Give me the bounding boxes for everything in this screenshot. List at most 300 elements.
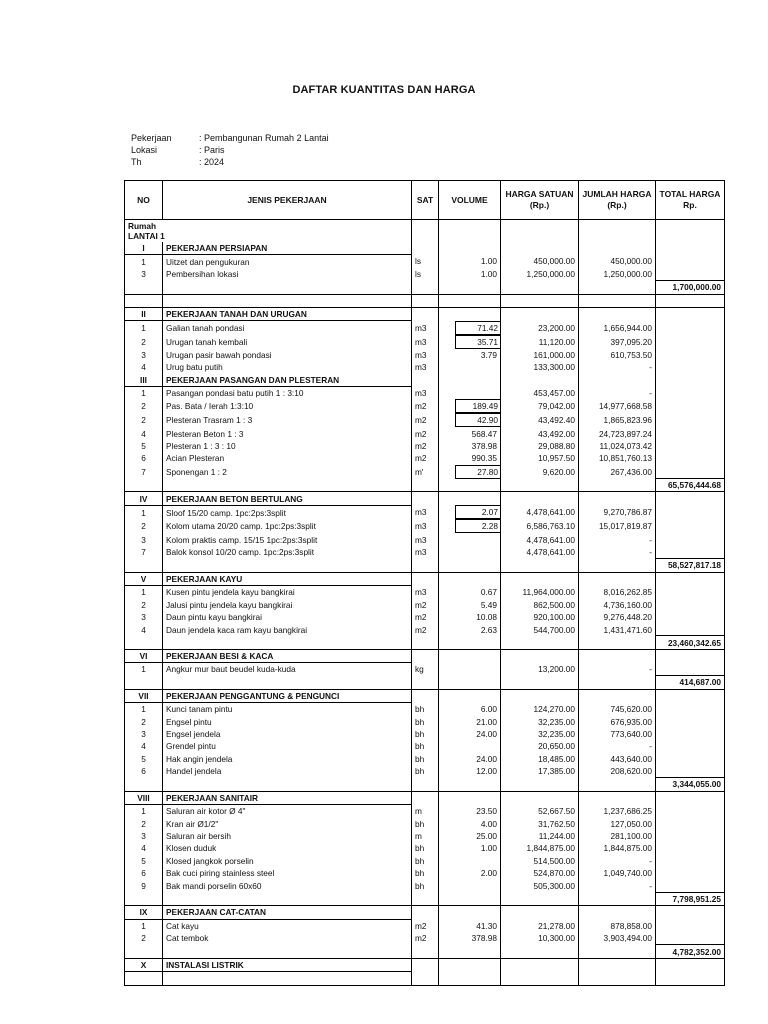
row-unit [412, 294, 439, 307]
volume-box: 189.49 [455, 399, 500, 413]
row-amount: 443,640.00 [579, 753, 656, 765]
row-description: Cat tembok [163, 932, 412, 945]
row-amount: - [579, 533, 656, 545]
row-unit [412, 559, 439, 572]
row-no: I [125, 242, 163, 255]
row-description [163, 892, 412, 905]
row-unit: m' [412, 465, 439, 479]
row-no: 2 [125, 335, 163, 349]
row-no: IX [125, 906, 163, 919]
row-total [656, 958, 725, 971]
row-amount: 1,431,471.60 [579, 623, 656, 636]
section-header-row [125, 492, 725, 505]
row-no [125, 281, 163, 294]
group-label-row [125, 220, 725, 243]
row-amount: 14,977,668.58 [579, 399, 656, 413]
row-total [656, 440, 725, 452]
row-no: 4 [125, 623, 163, 636]
row-unit: bh [412, 740, 439, 752]
row-no: IV [125, 492, 163, 505]
row-description: Bak mandi porselin 60x60 [163, 879, 412, 892]
row-total [656, 623, 725, 636]
row-unit-price [501, 945, 579, 958]
col-header-total-harga: TOTAL HARGA Rp. [656, 181, 725, 220]
project-info [131, 132, 329, 168]
row-unit-price: 10,300.00 [501, 932, 579, 945]
row-no: 2 [125, 519, 163, 533]
row-total [656, 427, 725, 439]
table-row [125, 715, 725, 727]
table-row [125, 427, 725, 439]
row-no: 6 [125, 452, 163, 464]
row-unit-price: 4,478,641.00 [501, 546, 579, 559]
row-no: X [125, 958, 163, 971]
col-header-volume: VOLUME [439, 181, 501, 220]
row-total [656, 268, 725, 281]
project-info-row [131, 144, 329, 156]
row-unit-price: 32,235.00 [501, 715, 579, 727]
row-total [656, 242, 725, 255]
row-unit [412, 892, 439, 905]
row-volume [439, 689, 501, 702]
row-no: II [125, 307, 163, 320]
row-unit: m2 [412, 452, 439, 464]
row-unit: m2 [412, 623, 439, 636]
row-volume [439, 307, 501, 320]
row-description: Plesteran Trasram 1 : 3 [163, 413, 412, 427]
row-no: 3 [125, 830, 163, 842]
row-volume [439, 676, 501, 689]
section-header-row [125, 689, 725, 702]
row-unit [412, 374, 439, 387]
row-description: Pasangan pondasi batu putih 1 : 3:10 [163, 387, 412, 400]
row-unit [412, 689, 439, 702]
row-unit-price [501, 242, 579, 255]
row-total: 7,798,951.25 [656, 892, 725, 905]
row-description [163, 972, 412, 985]
row-description: PEKERJAAN PERSIAPAN [163, 242, 412, 255]
table-row [125, 623, 725, 636]
row-total [656, 906, 725, 919]
row-no: 5 [125, 753, 163, 765]
volume-box: 27.80 [455, 465, 500, 479]
row-no: VI [125, 649, 163, 662]
row-description: Kran air Ø1/2" [163, 817, 412, 829]
section-header-row [125, 791, 725, 804]
row-unit-price [501, 778, 579, 791]
row-volume: 378.98 [439, 932, 501, 945]
row-no [125, 778, 163, 791]
row-volume: 2.63 [439, 623, 501, 636]
row-unit-price: 161,000.00 [501, 349, 579, 361]
boq-table [124, 180, 725, 986]
row-amount: 208,620.00 [579, 765, 656, 778]
row-volume [439, 791, 501, 804]
row-total [656, 611, 725, 623]
table-row [125, 805, 725, 818]
row-unit: bh [412, 753, 439, 765]
row-description: Saluran air bersih [163, 830, 412, 842]
row-unit-price: 43,492.00 [501, 427, 579, 439]
row-volume [439, 892, 501, 905]
row-total [656, 399, 725, 413]
row-description [163, 945, 412, 958]
row-amount: 1,656,944.00 [579, 321, 656, 335]
row-amount: - [579, 663, 656, 676]
table-row [125, 932, 725, 945]
row-description: Klosed jangkok porselin [163, 855, 412, 867]
row-amount: 10,851,760.13 [579, 452, 656, 464]
row-description: Engsel pintu [163, 715, 412, 727]
row-unit: m3 [412, 321, 439, 335]
row-description [163, 281, 412, 294]
row-no [125, 945, 163, 958]
row-unit-price: 920,100.00 [501, 611, 579, 623]
row-amount [579, 242, 656, 255]
row-description: Kolom utama 20/20 camp. 1pc:2ps:3split [163, 519, 412, 533]
row-amount: 127,050.00 [579, 817, 656, 829]
row-unit-price [501, 972, 579, 985]
row-total [656, 830, 725, 842]
row-total [656, 413, 725, 427]
row-description: Saluran air kotor Ø 4" [163, 805, 412, 818]
row-description: PEKERJAAN TANAH DAN URUGAN [163, 307, 412, 320]
row-unit [412, 649, 439, 662]
row-unit: bh [412, 879, 439, 892]
subtotal-row [125, 676, 725, 689]
row-description [163, 778, 412, 791]
row-unit: ls [412, 255, 439, 268]
row-no: V [125, 572, 163, 585]
row-unit: ls [412, 268, 439, 281]
row-unit: m [412, 805, 439, 818]
row-unit-price: 9,620.00 [501, 465, 579, 479]
row-total [656, 765, 725, 778]
row-description: Jalusi pintu jendela kayu bangkirai [163, 598, 412, 610]
volume-box: 35.71 [455, 335, 500, 349]
row-description: PEKERJAAN PENGGANTUNG & PENGUNCI [163, 689, 412, 702]
row-amount [579, 479, 656, 492]
row-unit [412, 242, 439, 255]
row-unit: m2 [412, 413, 439, 427]
row-description: PEKERJAAN CAT-CATAN [163, 906, 412, 919]
row-volume [439, 649, 501, 662]
row-description: Daun pintu kayu bangkirai [163, 611, 412, 623]
row-unit-price [501, 294, 579, 307]
row-unit-price: 524,870.00 [501, 867, 579, 879]
row-unit-price: 6,586,763.10 [501, 519, 579, 533]
row-description: PEKERJAAN KAYU [163, 572, 412, 585]
row-unit [412, 972, 439, 985]
row-total [656, 919, 725, 932]
table-row [125, 663, 725, 676]
row-unit-price: 11,964,000.00 [501, 585, 579, 598]
row-unit-price: 52,667.50 [501, 805, 579, 818]
row-no [125, 892, 163, 905]
row-volume [439, 479, 501, 492]
row-amount: - [579, 740, 656, 752]
project-info-row [131, 132, 329, 144]
year-value: : 2024 [199, 157, 225, 167]
row-volume [439, 399, 501, 413]
row-no: 3 [125, 533, 163, 545]
row-unit [412, 778, 439, 791]
row-unit-price: 17,385.00 [501, 765, 579, 778]
row-unit-price: 862,500.00 [501, 598, 579, 610]
volume-box: 2.07 [455, 505, 500, 519]
row-total [656, 255, 725, 268]
row-total: 3,344,055.00 [656, 778, 725, 791]
row-no: 2 [125, 413, 163, 427]
row-total [656, 519, 725, 533]
table-row [125, 505, 725, 519]
row-unit [412, 636, 439, 649]
row-description: Galian tanah pondasi [163, 321, 412, 335]
row-no: 6 [125, 867, 163, 879]
row-unit: bh [412, 855, 439, 867]
row-amount [579, 572, 656, 585]
row-unit-price: 514,500.00 [501, 855, 579, 867]
row-amount: 11,024,073.42 [579, 440, 656, 452]
row-unit-price: 1,844,875.00 [501, 842, 579, 854]
row-no: 9 [125, 879, 163, 892]
row-unit-price: 4,478,641.00 [501, 505, 579, 519]
row-volume: 4.00 [439, 817, 501, 829]
row-no [125, 294, 163, 307]
row-amount: 9,276,448.20 [579, 611, 656, 623]
row-volume [439, 492, 501, 505]
table-row [125, 830, 725, 842]
row-total [656, 492, 725, 505]
row-total [656, 505, 725, 519]
row-total [656, 740, 725, 752]
row-no: 3 [125, 349, 163, 361]
row-description: PEKERJAAN BETON BERTULANG [163, 492, 412, 505]
row-amount: 4,736,160.00 [579, 598, 656, 610]
row-no: 2 [125, 932, 163, 945]
row-no [125, 559, 163, 572]
row-volume [439, 559, 501, 572]
row-description [163, 676, 412, 689]
row-total [656, 335, 725, 349]
row-amount: 1,049,740.00 [579, 867, 656, 879]
row-description [163, 636, 412, 649]
row-description: Plesteran 1 : 3 : 10 [163, 440, 412, 452]
row-volume: 2.00 [439, 867, 501, 879]
row-unit-price [501, 572, 579, 585]
row-amount [579, 958, 656, 971]
row-amount: 15,017,819.87 [579, 519, 656, 533]
row-total [656, 805, 725, 818]
row-no: 3 [125, 728, 163, 740]
row-volume [439, 281, 501, 294]
row-volume: 568.47 [439, 427, 501, 439]
row-description: Klosen duduk [163, 842, 412, 854]
row-unit: bh [412, 842, 439, 854]
row-volume: 23.50 [439, 805, 501, 818]
row-total [656, 728, 725, 740]
row-unit-price: 32,235.00 [501, 728, 579, 740]
row-total [656, 294, 725, 307]
col-header-harga-satuan: HARGA SATUAN (Rp.) [501, 181, 579, 220]
row-unit-price [501, 636, 579, 649]
row-amount: - [579, 855, 656, 867]
row-volume: 0.67 [439, 585, 501, 598]
row-volume [439, 572, 501, 585]
subtotal-row [125, 778, 725, 791]
row-amount [579, 778, 656, 791]
row-volume [439, 879, 501, 892]
row-volume [439, 242, 501, 255]
table-row [125, 519, 725, 533]
row-no: VII [125, 689, 163, 702]
row-total [656, 649, 725, 662]
row-description [163, 294, 412, 307]
row-no: 1 [125, 585, 163, 598]
location-value: : Paris [199, 145, 225, 155]
row-unit: m3 [412, 519, 439, 533]
row-volume [439, 906, 501, 919]
row-unit-price [501, 492, 579, 505]
row-total [656, 972, 725, 985]
row-amount: 24,723,897.24 [579, 427, 656, 439]
table-row [125, 465, 725, 479]
row-total [656, 791, 725, 804]
col-header-jumlah-harga: JUMLAH HARGA (Rp.) [579, 181, 656, 220]
row-unit-price: 20,650.00 [501, 740, 579, 752]
row-volume [439, 505, 501, 519]
row-unit-price: 11,244.00 [501, 830, 579, 842]
table-row [125, 335, 725, 349]
row-description: Acian Plesteran [163, 452, 412, 464]
row-total [656, 753, 725, 765]
row-unit: m3 [412, 533, 439, 545]
row-amount: 1,865,823.96 [579, 413, 656, 427]
row-no: 5 [125, 440, 163, 452]
row-description: Uitzet dan pengukuran [163, 255, 412, 268]
row-volume [439, 636, 501, 649]
row-unit: m2 [412, 598, 439, 610]
row-total: 1,700,000.00 [656, 281, 725, 294]
row-volume: 21.00 [439, 715, 501, 727]
row-description: Pas. Bata / Ierah 1:3:10 [163, 399, 412, 413]
row-no [125, 636, 163, 649]
row-amount: 1,844,875.00 [579, 842, 656, 854]
row-description: Daun jendela kaca ram kayu bangkirai [163, 623, 412, 636]
row-unit-price [501, 676, 579, 689]
group-label-floor: LANTAI 1 [128, 231, 165, 241]
row-volume [439, 663, 501, 676]
row-unit [412, 958, 439, 971]
row-volume: 5.49 [439, 598, 501, 610]
subtotal-row [125, 945, 725, 958]
row-unit-price [501, 307, 579, 320]
blank-row [125, 294, 725, 307]
row-unit: m2 [412, 427, 439, 439]
row-unit-price: 505,300.00 [501, 879, 579, 892]
row-unit-price [501, 649, 579, 662]
table-row [125, 585, 725, 598]
table-row [125, 321, 725, 335]
row-unit: bh [412, 715, 439, 727]
row-amount [579, 307, 656, 320]
row-unit: m2 [412, 611, 439, 623]
row-amount [579, 281, 656, 294]
row-amount: 450,000.00 [579, 255, 656, 268]
row-description: Urugan tanah kembali [163, 335, 412, 349]
row-unit [412, 572, 439, 585]
row-amount [579, 791, 656, 804]
row-no: VIII [125, 791, 163, 804]
row-amount [579, 972, 656, 985]
row-volume: 378.98 [439, 440, 501, 452]
row-volume [439, 374, 501, 387]
row-description: Urugan pasir bawah pondasi [163, 349, 412, 361]
subtotal-row [125, 892, 725, 905]
table-row [125, 855, 725, 867]
row-total [656, 374, 725, 387]
row-volume: 24.00 [439, 753, 501, 765]
row-unit-price: 23,200.00 [501, 321, 579, 335]
row-no: 1 [125, 321, 163, 335]
row-volume: 24.00 [439, 728, 501, 740]
row-unit: m3 [412, 387, 439, 400]
volume-box: 2.28 [455, 519, 500, 533]
table-row [125, 452, 725, 464]
table-row [125, 361, 725, 373]
row-unit [412, 906, 439, 919]
row-unit-price: 124,270.00 [501, 702, 579, 715]
section-header-row [125, 906, 725, 919]
row-volume: 1.00 [439, 255, 501, 268]
row-unit-price [501, 892, 579, 905]
row-unit-price: 29,088.80 [501, 440, 579, 452]
blank-row [125, 972, 725, 985]
row-volume [439, 855, 501, 867]
row-total [656, 598, 725, 610]
row-description: Urug batu putih [163, 361, 412, 373]
row-unit-price: 544,700.00 [501, 623, 579, 636]
subtotal-row [125, 281, 725, 294]
row-no: 4 [125, 740, 163, 752]
table-row [125, 817, 725, 829]
subtotal-row [125, 559, 725, 572]
project-label: Pekerjaan [131, 133, 172, 143]
location-label: Lokasi [131, 145, 158, 155]
row-volume [439, 519, 501, 533]
row-amount [579, 649, 656, 662]
table-row [125, 867, 725, 879]
row-total [656, 572, 725, 585]
row-volume [439, 533, 501, 545]
row-amount: - [579, 361, 656, 373]
group-label-building: Rumah [128, 221, 157, 231]
row-no: 2 [125, 399, 163, 413]
row-no: 7 [125, 546, 163, 559]
row-description: Sloof 15/20 camp. 1pc:2ps:3split [163, 505, 412, 519]
row-unit-price [501, 791, 579, 804]
table-row [125, 255, 725, 268]
row-unit [412, 307, 439, 320]
row-amount [579, 892, 656, 905]
row-total [656, 855, 725, 867]
row-unit-price: 453,457.00 [501, 387, 579, 400]
row-unit: bh [412, 867, 439, 879]
section-header-row [125, 958, 725, 971]
row-total [656, 867, 725, 879]
row-unit-price: 10,957.50 [501, 452, 579, 464]
row-unit: m3 [412, 546, 439, 559]
